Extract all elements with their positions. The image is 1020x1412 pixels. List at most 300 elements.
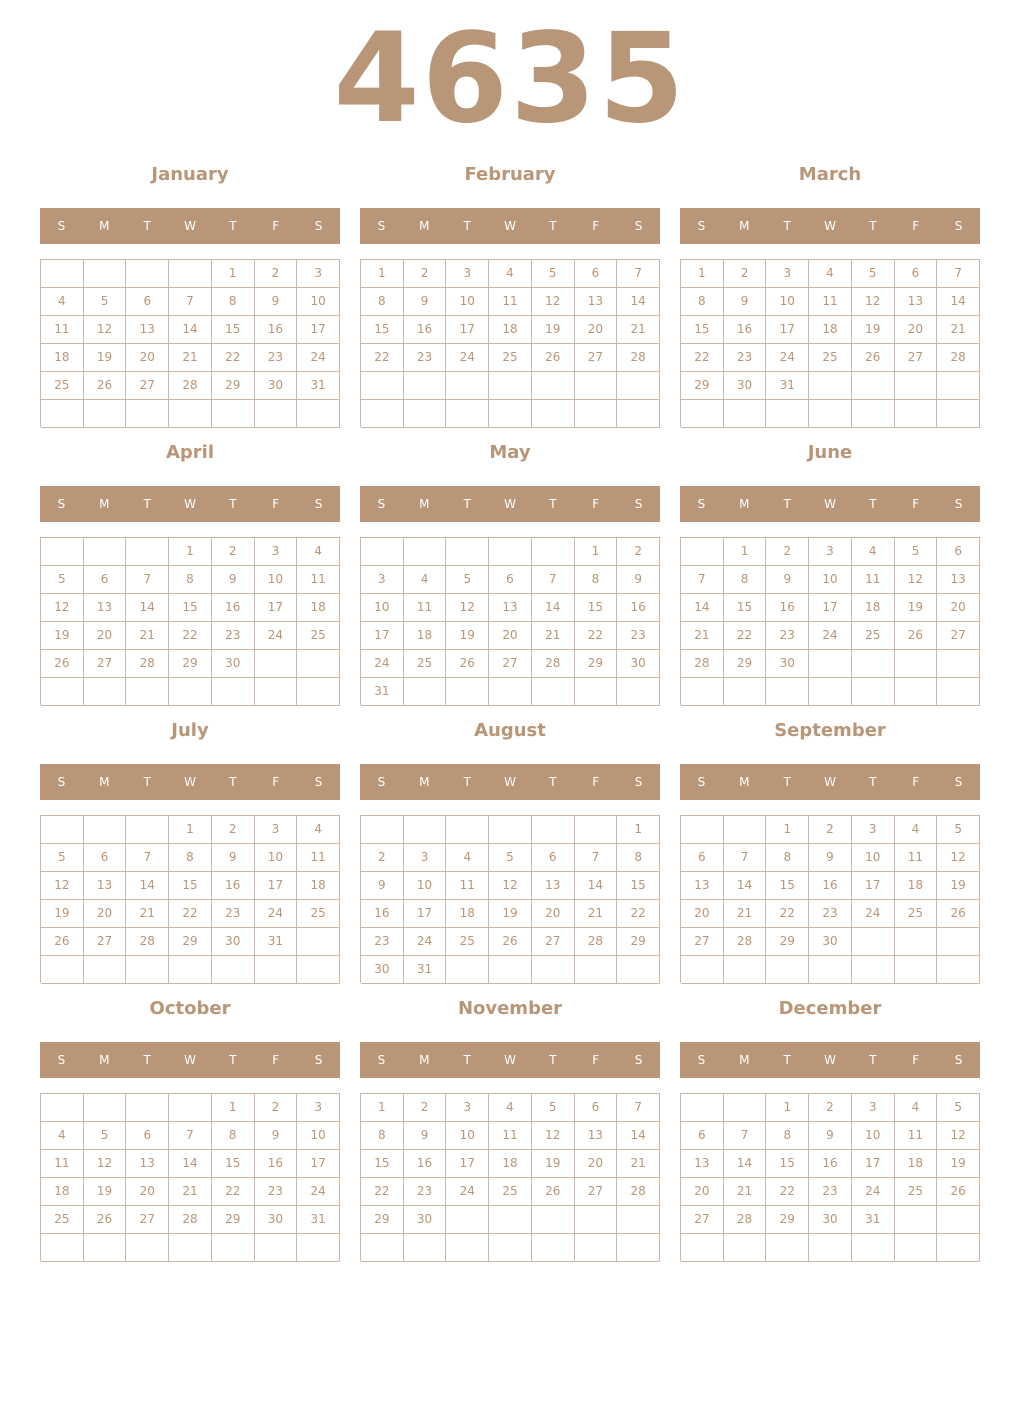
- day-cell: 15: [617, 872, 660, 900]
- weekday-label: S: [377, 219, 386, 233]
- day-cell: 17: [766, 316, 809, 344]
- empty-day-cell: [532, 816, 575, 844]
- weekday-label: T: [143, 497, 151, 511]
- weekday-label: T: [869, 219, 877, 233]
- day-cell: 25: [895, 900, 938, 928]
- day-cell: 19: [532, 316, 575, 344]
- day-cell: 20: [126, 1178, 169, 1206]
- empty-day-cell: [766, 400, 809, 428]
- day-cell: 28: [169, 1206, 212, 1234]
- month-name: July: [171, 720, 209, 741]
- day-cell: 2: [724, 260, 767, 288]
- day-cell: 23: [212, 622, 255, 650]
- weekday-label: F: [912, 775, 920, 789]
- day-cell: 9: [724, 288, 767, 316]
- month-name: September: [774, 720, 886, 741]
- weekday-label: S: [697, 219, 706, 233]
- empty-day-cell: [766, 678, 809, 706]
- day-cell: 23: [724, 344, 767, 372]
- weekday-label: S: [697, 497, 706, 511]
- empty-day-cell: [489, 538, 532, 566]
- day-cell: 24: [852, 1178, 895, 1206]
- day-cell: 2: [404, 1094, 447, 1122]
- day-cell: 28: [169, 372, 212, 400]
- day-cell: 26: [532, 344, 575, 372]
- day-cell: 4: [446, 844, 489, 872]
- day-cell: 6: [575, 1094, 618, 1122]
- day-cell: 19: [41, 622, 84, 650]
- day-cell: 15: [766, 1150, 809, 1178]
- day-cell: 29: [617, 928, 660, 956]
- day-cell: 9: [361, 872, 404, 900]
- day-cell: 10: [255, 566, 298, 594]
- day-cell: 31: [297, 1206, 340, 1234]
- day-cell: 9: [404, 288, 447, 316]
- day-cell: 24: [404, 928, 447, 956]
- weekday-label: S: [57, 219, 66, 233]
- weekday-header: [360, 486, 660, 522]
- day-cell: 19: [489, 900, 532, 928]
- empty-day-cell: [575, 816, 618, 844]
- day-cell: 10: [255, 844, 298, 872]
- day-cell: 16: [809, 872, 852, 900]
- day-cell: 23: [404, 344, 447, 372]
- day-cell: 4: [297, 816, 340, 844]
- day-cell: 7: [126, 844, 169, 872]
- day-cell: 17: [255, 872, 298, 900]
- day-cell: 15: [212, 1150, 255, 1178]
- empty-day-cell: [361, 538, 404, 566]
- empty-day-cell: [212, 400, 255, 428]
- empty-day-cell: [41, 400, 84, 428]
- day-cell: 14: [617, 288, 660, 316]
- weekday-label: W: [184, 775, 196, 789]
- day-cell: 3: [361, 566, 404, 594]
- day-cell: 23: [212, 900, 255, 928]
- empty-day-cell: [84, 956, 127, 984]
- empty-day-cell: [489, 816, 532, 844]
- day-cell: 28: [617, 1178, 660, 1206]
- empty-day-cell: [169, 400, 212, 428]
- empty-day-cell: [532, 1234, 575, 1262]
- day-cell: 9: [617, 566, 660, 594]
- day-cell: 19: [532, 1150, 575, 1178]
- day-cell: 31: [361, 678, 404, 706]
- empty-day-cell: [617, 372, 660, 400]
- day-cell: 22: [724, 622, 767, 650]
- empty-day-cell: [84, 1234, 127, 1262]
- day-cell: 23: [617, 622, 660, 650]
- day-cell: 16: [766, 594, 809, 622]
- day-cell: 14: [575, 872, 618, 900]
- day-cell: 1: [361, 1094, 404, 1122]
- weekday-label: S: [57, 497, 66, 511]
- day-cell: 20: [532, 900, 575, 928]
- empty-day-cell: [617, 400, 660, 428]
- day-cell: 6: [126, 1122, 169, 1150]
- empty-day-cell: [937, 956, 980, 984]
- day-cell: 23: [766, 622, 809, 650]
- day-cell: 31: [297, 372, 340, 400]
- empty-day-cell: [895, 650, 938, 678]
- day-cell: 22: [169, 900, 212, 928]
- empty-day-cell: [724, 678, 767, 706]
- day-cell: 12: [41, 594, 84, 622]
- day-cell: 22: [361, 1178, 404, 1206]
- empty-day-cell: [126, 1094, 169, 1122]
- day-cell: 2: [361, 844, 404, 872]
- weekday-label: S: [314, 497, 323, 511]
- empty-day-cell: [84, 816, 127, 844]
- weekday-header: [680, 764, 980, 800]
- day-cell: 20: [937, 594, 980, 622]
- day-cell: 26: [84, 1206, 127, 1234]
- empty-day-cell: [297, 678, 340, 706]
- day-cell: 19: [895, 594, 938, 622]
- weekday-header: [360, 764, 660, 800]
- day-cell: 4: [41, 1122, 84, 1150]
- day-cell: 22: [681, 344, 724, 372]
- empty-day-cell: [895, 372, 938, 400]
- day-cell: 14: [724, 872, 767, 900]
- day-cell: 15: [724, 594, 767, 622]
- empty-day-cell: [255, 400, 298, 428]
- day-cell: 2: [404, 260, 447, 288]
- day-cell: 18: [297, 594, 340, 622]
- day-cell: 27: [575, 344, 618, 372]
- weekday-label: M: [419, 497, 430, 511]
- day-cell: 12: [937, 844, 980, 872]
- weekday-label: S: [377, 775, 386, 789]
- day-cell: 4: [895, 1094, 938, 1122]
- weekday-label: M: [739, 1053, 750, 1067]
- day-cell: 3: [255, 538, 298, 566]
- weekday-label: M: [99, 497, 110, 511]
- day-cell: 11: [852, 566, 895, 594]
- day-cell: 14: [169, 316, 212, 344]
- day-cell: 18: [489, 316, 532, 344]
- day-cell: 29: [766, 928, 809, 956]
- weekday-header: [360, 1042, 660, 1078]
- empty-day-cell: [809, 650, 852, 678]
- day-cell: 26: [937, 900, 980, 928]
- day-cell: 17: [852, 872, 895, 900]
- day-cell: 5: [532, 1094, 575, 1122]
- weekday-label: T: [869, 497, 877, 511]
- day-cell: 21: [724, 1178, 767, 1206]
- day-cell: 25: [809, 344, 852, 372]
- empty-day-cell: [681, 1094, 724, 1122]
- day-cell: 7: [169, 288, 212, 316]
- day-grid: [40, 815, 340, 983]
- day-cell: 20: [575, 316, 618, 344]
- empty-day-cell: [41, 1234, 84, 1262]
- day-cell: 28: [575, 928, 618, 956]
- day-cell: 8: [766, 844, 809, 872]
- empty-day-cell: [532, 678, 575, 706]
- day-cell: 10: [297, 288, 340, 316]
- empty-day-cell: [617, 956, 660, 984]
- day-cell: 21: [532, 622, 575, 650]
- day-cell: 23: [404, 1178, 447, 1206]
- day-cell: 1: [169, 538, 212, 566]
- day-cell: 2: [766, 538, 809, 566]
- empty-day-cell: [404, 538, 447, 566]
- day-cell: 20: [126, 344, 169, 372]
- empty-day-cell: [446, 372, 489, 400]
- weekday-label: W: [184, 219, 196, 233]
- weekday-label: S: [954, 497, 963, 511]
- day-cell: 15: [575, 594, 618, 622]
- day-cell: 15: [766, 872, 809, 900]
- day-cell: 13: [575, 288, 618, 316]
- day-cell: 1: [617, 816, 660, 844]
- weekday-label: F: [592, 775, 600, 789]
- empty-day-cell: [255, 650, 298, 678]
- day-cell: 15: [681, 316, 724, 344]
- day-cell: 3: [446, 260, 489, 288]
- day-cell: 22: [575, 622, 618, 650]
- day-cell: 23: [255, 1178, 298, 1206]
- empty-day-cell: [169, 260, 212, 288]
- day-cell: 13: [126, 1150, 169, 1178]
- empty-day-cell: [852, 928, 895, 956]
- day-cell: 27: [126, 1206, 169, 1234]
- weekday-label: W: [824, 219, 836, 233]
- day-cell: 13: [84, 594, 127, 622]
- day-cell: 6: [575, 260, 618, 288]
- day-cell: 30: [255, 372, 298, 400]
- day-cell: 19: [937, 1150, 980, 1178]
- day-cell: 9: [212, 566, 255, 594]
- weekday-label: S: [634, 219, 643, 233]
- empty-day-cell: [361, 816, 404, 844]
- weekday-label: S: [954, 219, 963, 233]
- empty-day-cell: [446, 538, 489, 566]
- weekday-label: S: [314, 1053, 323, 1067]
- day-cell: 24: [809, 622, 852, 650]
- day-cell: 19: [84, 344, 127, 372]
- day-cell: 7: [681, 566, 724, 594]
- day-cell: 25: [852, 622, 895, 650]
- day-cell: 2: [212, 538, 255, 566]
- empty-day-cell: [297, 650, 340, 678]
- day-grid: [360, 537, 660, 705]
- day-cell: 20: [84, 900, 127, 928]
- day-cell: 10: [852, 844, 895, 872]
- day-cell: 24: [297, 1178, 340, 1206]
- weekday-label: S: [634, 497, 643, 511]
- day-cell: 27: [895, 344, 938, 372]
- weekday-label: T: [783, 497, 791, 511]
- weekday-label: S: [57, 775, 66, 789]
- day-cell: 26: [489, 928, 532, 956]
- weekday-label: T: [143, 1053, 151, 1067]
- empty-day-cell: [255, 678, 298, 706]
- day-cell: 4: [489, 1094, 532, 1122]
- day-cell: 21: [937, 316, 980, 344]
- day-cell: 2: [255, 1094, 298, 1122]
- empty-day-cell: [41, 1094, 84, 1122]
- day-cell: 14: [724, 1150, 767, 1178]
- day-cell: 25: [895, 1178, 938, 1206]
- empty-day-cell: [404, 1234, 447, 1262]
- empty-day-cell: [169, 1234, 212, 1262]
- weekday-label: M: [419, 219, 430, 233]
- empty-day-cell: [169, 1094, 212, 1122]
- day-cell: 25: [489, 1178, 532, 1206]
- day-cell: 12: [532, 288, 575, 316]
- empty-day-cell: [169, 956, 212, 984]
- day-cell: 14: [126, 594, 169, 622]
- day-cell: 20: [681, 900, 724, 928]
- weekday-label: W: [184, 497, 196, 511]
- weekday-header: [40, 208, 340, 244]
- day-cell: 24: [255, 900, 298, 928]
- day-cell: 25: [41, 1206, 84, 1234]
- day-cell: 15: [361, 316, 404, 344]
- day-cell: 16: [212, 594, 255, 622]
- weekday-label: T: [229, 775, 237, 789]
- weekday-label: F: [592, 219, 600, 233]
- empty-day-cell: [852, 400, 895, 428]
- empty-day-cell: [852, 678, 895, 706]
- day-cell: 27: [84, 928, 127, 956]
- empty-day-cell: [809, 1234, 852, 1262]
- day-cell: 17: [297, 316, 340, 344]
- day-grid: [680, 259, 980, 427]
- day-cell: 6: [681, 1122, 724, 1150]
- day-grid: [680, 537, 980, 705]
- day-cell: 16: [809, 1150, 852, 1178]
- day-cell: 26: [41, 650, 84, 678]
- empty-day-cell: [895, 928, 938, 956]
- day-cell: 27: [84, 650, 127, 678]
- day-cell: 26: [895, 622, 938, 650]
- day-cell: 23: [809, 1178, 852, 1206]
- weekday-label: T: [783, 775, 791, 789]
- day-cell: 20: [489, 622, 532, 650]
- day-cell: 25: [41, 372, 84, 400]
- empty-day-cell: [766, 956, 809, 984]
- weekday-label: F: [272, 497, 280, 511]
- weekday-label: S: [634, 1053, 643, 1067]
- day-cell: 25: [297, 622, 340, 650]
- day-cell: 11: [297, 566, 340, 594]
- empty-day-cell: [446, 1234, 489, 1262]
- day-cell: 18: [895, 872, 938, 900]
- weekday-label: S: [314, 219, 323, 233]
- empty-day-cell: [681, 538, 724, 566]
- empty-day-cell: [41, 816, 84, 844]
- weekday-label: M: [739, 219, 750, 233]
- empty-day-cell: [212, 956, 255, 984]
- day-cell: 24: [446, 344, 489, 372]
- day-cell: 17: [446, 316, 489, 344]
- weekday-label: W: [504, 497, 516, 511]
- month-name: May: [489, 442, 531, 463]
- day-cell: 5: [41, 844, 84, 872]
- day-cell: 28: [724, 1206, 767, 1234]
- day-grid: [40, 1093, 340, 1261]
- empty-day-cell: [446, 400, 489, 428]
- day-cell: 21: [575, 900, 618, 928]
- empty-day-cell: [489, 956, 532, 984]
- empty-day-cell: [937, 928, 980, 956]
- day-cell: 13: [84, 872, 127, 900]
- weekday-label: M: [419, 1053, 430, 1067]
- day-grid: [40, 259, 340, 427]
- month-name: March: [798, 164, 862, 185]
- weekday-header: [680, 208, 980, 244]
- day-cell: 6: [84, 844, 127, 872]
- weekday-label: T: [549, 1053, 557, 1067]
- day-cell: 1: [212, 1094, 255, 1122]
- empty-day-cell: [724, 1094, 767, 1122]
- empty-day-cell: [361, 400, 404, 428]
- day-cell: 16: [617, 594, 660, 622]
- day-cell: 28: [532, 650, 575, 678]
- day-cell: 4: [41, 288, 84, 316]
- day-cell: 24: [361, 650, 404, 678]
- weekday-label: W: [504, 775, 516, 789]
- day-cell: 21: [169, 344, 212, 372]
- weekday-label: M: [419, 775, 430, 789]
- day-cell: 3: [852, 1094, 895, 1122]
- day-cell: 26: [84, 372, 127, 400]
- empty-day-cell: [724, 1234, 767, 1262]
- day-cell: 11: [489, 1122, 532, 1150]
- empty-day-cell: [41, 678, 84, 706]
- day-cell: 1: [681, 260, 724, 288]
- day-grid: [360, 815, 660, 983]
- day-cell: 6: [681, 844, 724, 872]
- empty-day-cell: [937, 1234, 980, 1262]
- day-cell: 28: [724, 928, 767, 956]
- empty-day-cell: [809, 372, 852, 400]
- weekday-label: W: [504, 1053, 516, 1067]
- month-name: November: [457, 998, 563, 1019]
- weekday-label: T: [549, 219, 557, 233]
- empty-day-cell: [126, 400, 169, 428]
- day-cell: 18: [404, 622, 447, 650]
- empty-day-cell: [212, 1234, 255, 1262]
- day-cell: 5: [895, 538, 938, 566]
- weekday-label: S: [377, 497, 386, 511]
- weekday-header: [40, 486, 340, 522]
- empty-day-cell: [489, 1234, 532, 1262]
- day-cell: 11: [297, 844, 340, 872]
- empty-day-cell: [532, 1206, 575, 1234]
- weekday-label: T: [229, 219, 237, 233]
- day-cell: 7: [724, 844, 767, 872]
- day-cell: 21: [724, 900, 767, 928]
- day-cell: 23: [361, 928, 404, 956]
- day-cell: 6: [84, 566, 127, 594]
- day-cell: 8: [169, 566, 212, 594]
- day-cell: 25: [297, 900, 340, 928]
- day-cell: 9: [255, 288, 298, 316]
- empty-day-cell: [41, 956, 84, 984]
- day-cell: 29: [681, 372, 724, 400]
- day-cell: 11: [41, 316, 84, 344]
- day-grid: [40, 537, 340, 705]
- day-cell: 25: [446, 928, 489, 956]
- day-cell: 2: [809, 1094, 852, 1122]
- day-cell: 5: [937, 816, 980, 844]
- day-cell: 21: [681, 622, 724, 650]
- empty-day-cell: [681, 816, 724, 844]
